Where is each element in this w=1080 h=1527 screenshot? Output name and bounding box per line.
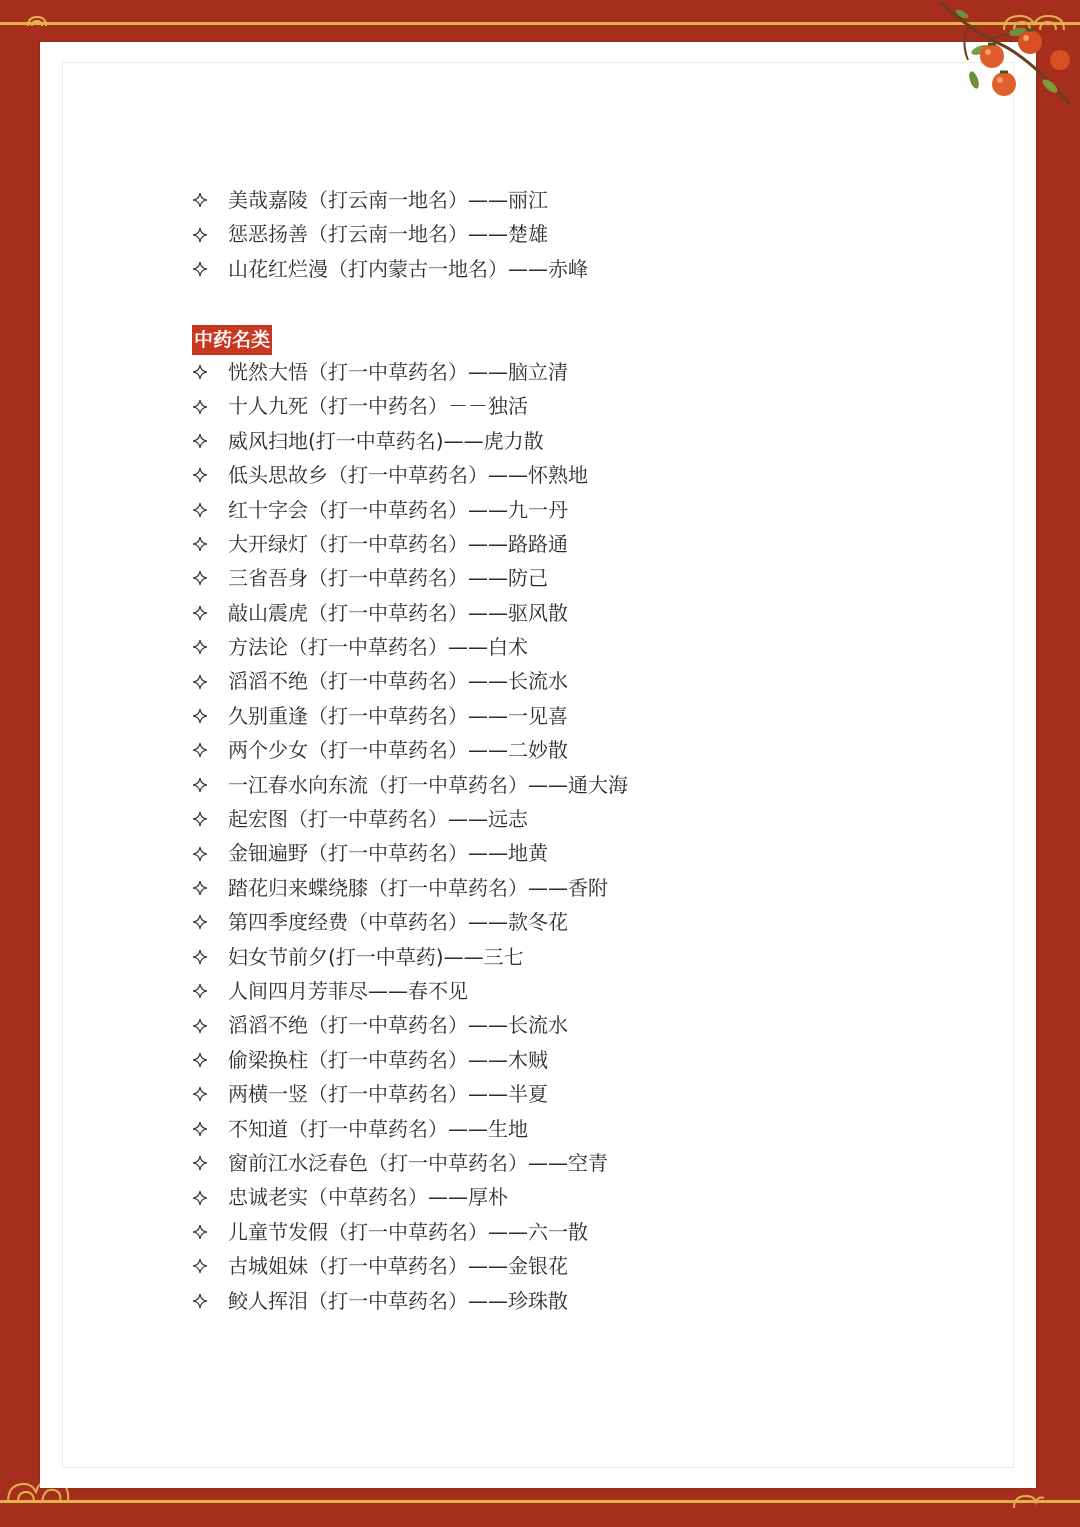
four-point-star-icon [192,880,228,896]
list-item [192,217,892,251]
list-item [192,802,892,836]
list-item [192,974,892,1008]
item-text: 第四季度经费（中草药名）——款冬花 [228,910,568,935]
four-point-star-icon [192,1018,228,1034]
item-text: 妇女节前夕(打一中草药)——三七 [228,944,524,969]
list-item [192,1008,892,1042]
item-text: 滔滔不绝（打一中草药名）——长流水 [228,1013,568,1038]
four-point-star-icon [192,502,228,518]
four-point-star-icon [192,983,228,999]
item-text: 滔滔不绝（打一中草药名）——长流水 [228,669,568,694]
four-point-star-icon [192,708,228,724]
section-heading: 中药名类 [192,325,272,355]
four-point-star-icon [192,1052,228,1068]
four-point-star-icon [192,1155,228,1171]
four-point-star-icon [192,811,228,827]
item-text: 儿童节发假（打一中草药名）——六一散 [228,1219,588,1244]
item-text: 山花红烂漫（打内蒙古一地名）——赤峰 [228,256,588,281]
list-item [192,871,892,905]
four-point-star-icon [192,227,228,243]
list-item [192,527,892,561]
section-gap [192,286,892,320]
four-point-star-icon [192,1224,228,1240]
four-point-star-icon [192,433,228,449]
item-text: 方法论（打一中草药名）——白术 [228,635,528,660]
item-text: 不知道（打一中草药名）——生地 [228,1116,528,1141]
four-point-star-icon [192,1293,228,1309]
item-text: 人间四月芳菲尽——春不见 [228,978,468,1003]
item-text: 美哉嘉陵（打云南一地名）——丽江 [228,188,548,212]
four-point-star-icon [192,536,228,552]
item-text: 三省吾身（打一中草药名）——防己 [228,566,548,591]
four-point-star-icon [192,949,228,965]
medicine-riddle-list [192,355,892,1318]
four-point-star-icon [192,192,228,208]
four-point-star-icon [192,639,228,655]
list-item [192,630,892,664]
item-text: 低头思故乡（打一中草药名）——怀熟地 [228,463,588,488]
item-text: 十人九死（打一中药名）－－独活 [228,394,528,419]
list-item [192,561,892,595]
item-text: 恍然大悟（打一中草药名）——脑立清 [228,359,568,384]
item-text: 金钿遍野（打一中草药名）——地黄 [228,841,548,866]
four-point-star-icon [192,777,228,793]
four-point-star-icon [192,399,228,415]
section-medicine-names [192,321,892,1318]
item-text: 古城姐妹（打一中草药名）——金银花 [228,1254,568,1279]
item-text: 起宏图（打一中草药名）——远志 [228,807,528,832]
riddle-list [192,183,892,1318]
item-text: 久别重逢（打一中草药名）——一见喜 [228,703,568,728]
item-text: 窗前江水泛春色（打一中草药名）——空青 [228,1150,608,1175]
section-place-names [192,183,892,286]
four-point-star-icon [192,605,228,621]
four-point-star-icon [192,261,228,277]
item-text: 大开绿灯（打一中草药名）——路路通 [228,531,568,556]
list-item [192,1043,892,1077]
cloud-ornament-icon [26,12,48,30]
list-item [192,1249,892,1283]
list-item [192,493,892,527]
top-gold-line [0,22,1080,25]
four-point-star-icon [192,846,228,862]
item-text: 红十字会（打一中草药名）——九一丹 [228,497,568,522]
list-item [192,836,892,870]
list-item [192,664,892,698]
four-point-star-icon [192,1258,228,1274]
four-point-star-icon [192,1190,228,1206]
item-text: 忠诚老实（中草药名）——厚朴 [228,1185,508,1210]
list-item [192,596,892,630]
item-text: 威风扫地(打一中草药名)——虎力散 [228,428,544,453]
four-point-star-icon [192,467,228,483]
list-item [192,1112,892,1146]
four-point-star-icon [192,742,228,758]
item-text: 踏花归来蝶绕膝（打一中草药名）——香附 [228,875,608,900]
list-item [192,1180,892,1214]
list-item [192,768,892,802]
list-item [192,733,892,767]
list-item [192,183,892,217]
list-item [192,940,892,974]
list-item [192,1284,892,1318]
four-point-star-icon [192,1086,228,1102]
list-item [192,389,892,423]
persimmon-branch-icon [930,0,1080,112]
list-item [192,355,892,389]
item-text: 一江春水向东流（打一中草药名）——通大海 [228,772,628,797]
list-item [192,424,892,458]
item-text: 两横一竖（打一中草药名）——半夏 [228,1082,548,1107]
list-item [192,458,892,492]
list-item [192,1077,892,1111]
four-point-star-icon [192,674,228,690]
item-text: 两个少女（打一中草药名）——二妙散 [228,738,568,763]
four-point-star-icon [192,914,228,930]
item-text: 鲛人挥泪（打一中草药名）——珍珠散 [228,1288,568,1313]
cloud-ornament-icon [1010,1490,1050,1514]
list-item [192,1146,892,1180]
four-point-star-icon [192,1121,228,1137]
four-point-star-icon [192,570,228,586]
item-text: 偷梁换柱（打一中草药名）——木贼 [228,1047,548,1072]
item-text: 惩恶扬善（打云南一地名）——楚雄 [228,222,548,247]
list-item [192,905,892,939]
list-item [192,252,892,286]
item-text: 敲山震虎（打一中草药名）——驱风散 [228,600,568,625]
four-point-star-icon [192,364,228,380]
bottom-gold-line [0,1500,1080,1503]
list-item [192,699,892,733]
section-heading-row [192,321,892,355]
list-item [192,1215,892,1249]
